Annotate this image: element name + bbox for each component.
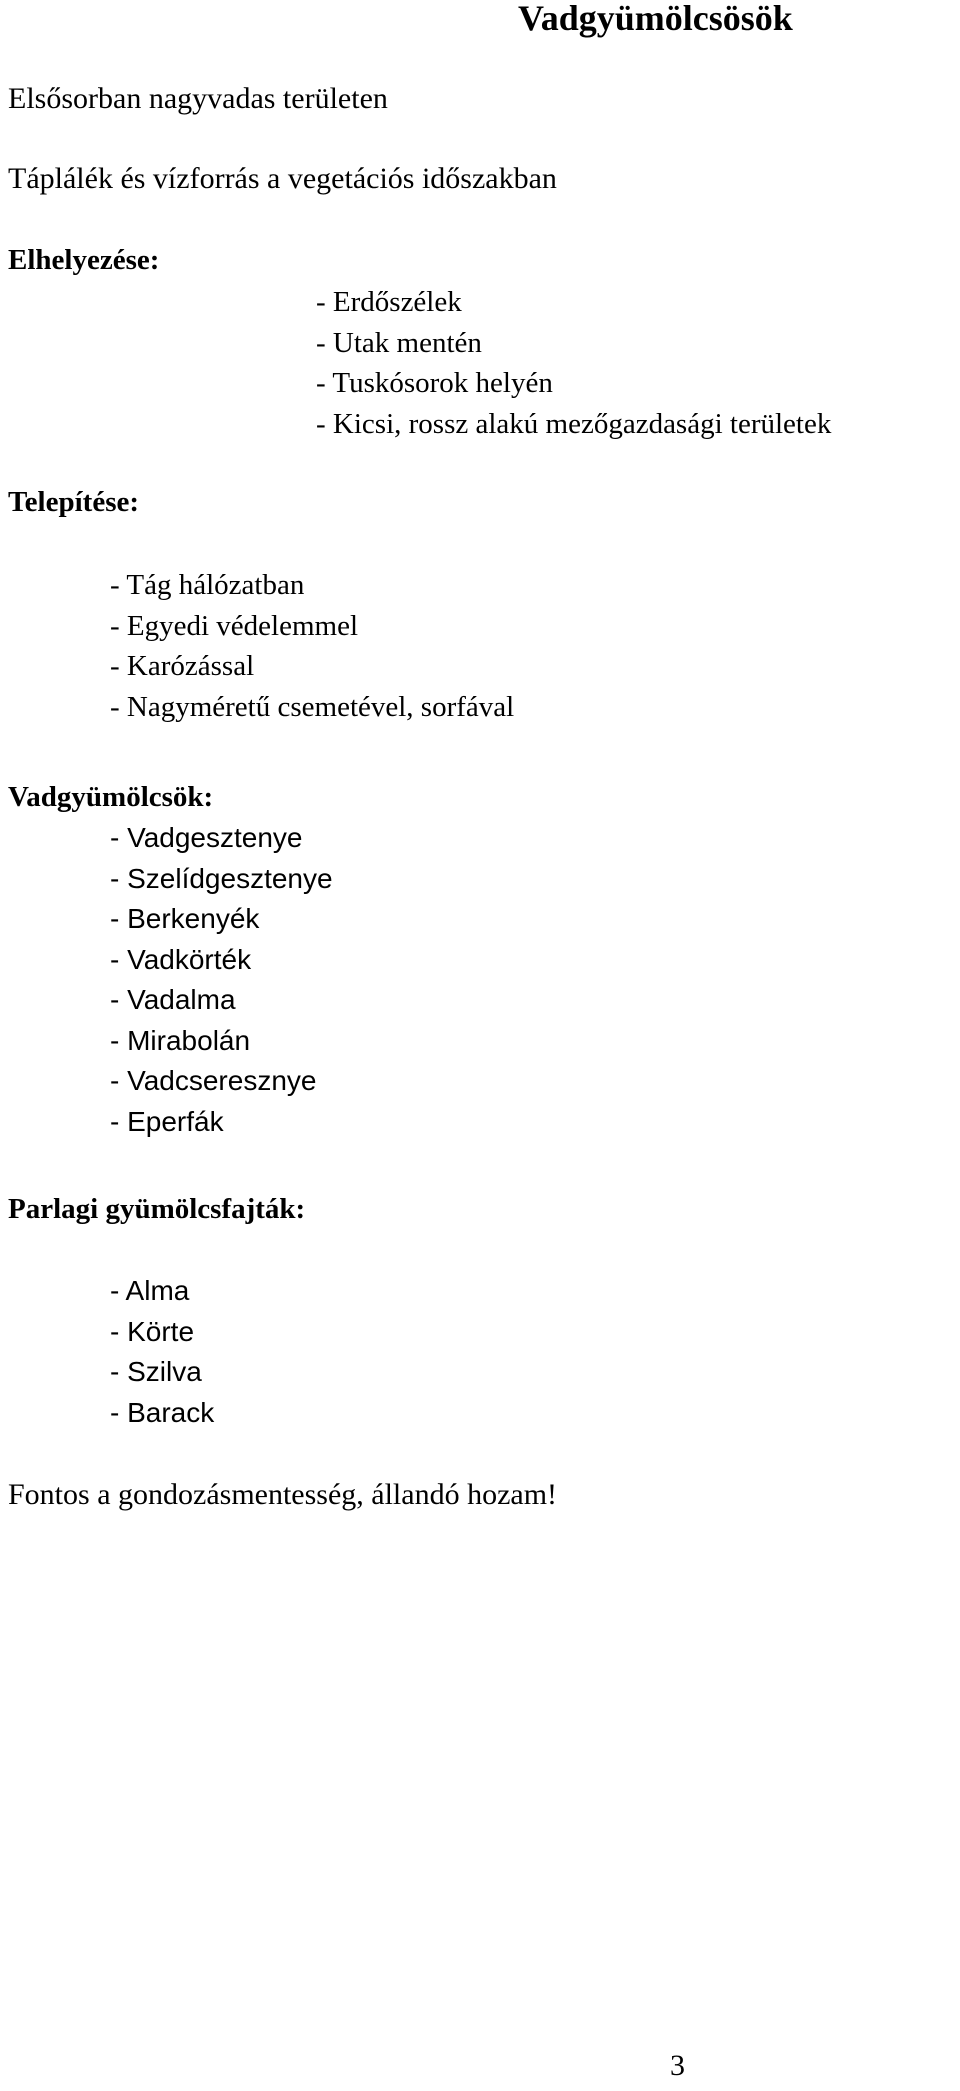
list-item: - Egyedi védelemmel xyxy=(110,609,359,642)
closing-line: Fontos a gondozásmentesség, állandó hozam! xyxy=(8,1478,558,1511)
list-item: - Vadalma xyxy=(110,984,236,1015)
placement-list xyxy=(316,282,831,444)
list-item: - Szilva xyxy=(110,1356,202,1387)
list-item: - Alma xyxy=(110,1275,190,1306)
list-item: - Vadcseresznye xyxy=(110,1065,317,1096)
rustic-fruits-heading: Parlagi gyümölcsfajták: xyxy=(8,1193,306,1225)
list-item: - Karózással xyxy=(110,650,255,682)
list-item: - Tág hálózatban xyxy=(110,569,305,601)
list-item: - Szelídgesztenye xyxy=(110,862,333,894)
list-item: - Erdőszélek xyxy=(316,286,462,318)
list-item: - Körte xyxy=(110,1315,195,1347)
intro-line-1: Elsősorban nagyvadas területen xyxy=(8,82,388,115)
rustic-fruits-list xyxy=(110,1271,214,1433)
wild-fruits-heading: Vadgyümölcsök: xyxy=(8,781,214,813)
wild-fruits-list xyxy=(110,818,333,1142)
list-item: - Berkenyék xyxy=(110,903,260,934)
planting-list xyxy=(110,565,514,727)
list-item: - Utak mentén xyxy=(316,326,482,359)
list-item: - Mirabolán xyxy=(110,1024,251,1056)
list-item: - Vadgesztenye xyxy=(110,822,303,853)
list-item: - Barack xyxy=(110,1396,215,1428)
intro-line-2: Táplálék és vízforrás a vegetációs időszakban xyxy=(8,162,557,195)
placement-heading: Elhelyezése: xyxy=(8,244,160,276)
list-item: - Tuskósorok helyén xyxy=(316,367,553,399)
page-title: Vadgyümölcsösök xyxy=(518,0,793,38)
list-item: - Vadkörték xyxy=(110,943,252,975)
list-item: - Eperfák xyxy=(110,1105,224,1137)
list-item: - Kicsi, rossz alakú mezőgazdasági területek xyxy=(316,407,832,440)
planting-heading: Telepítése: xyxy=(8,486,140,518)
list-item: - Nagyméretű csemetével, sorfával xyxy=(110,690,515,723)
page-number: 3 xyxy=(670,2049,685,2082)
